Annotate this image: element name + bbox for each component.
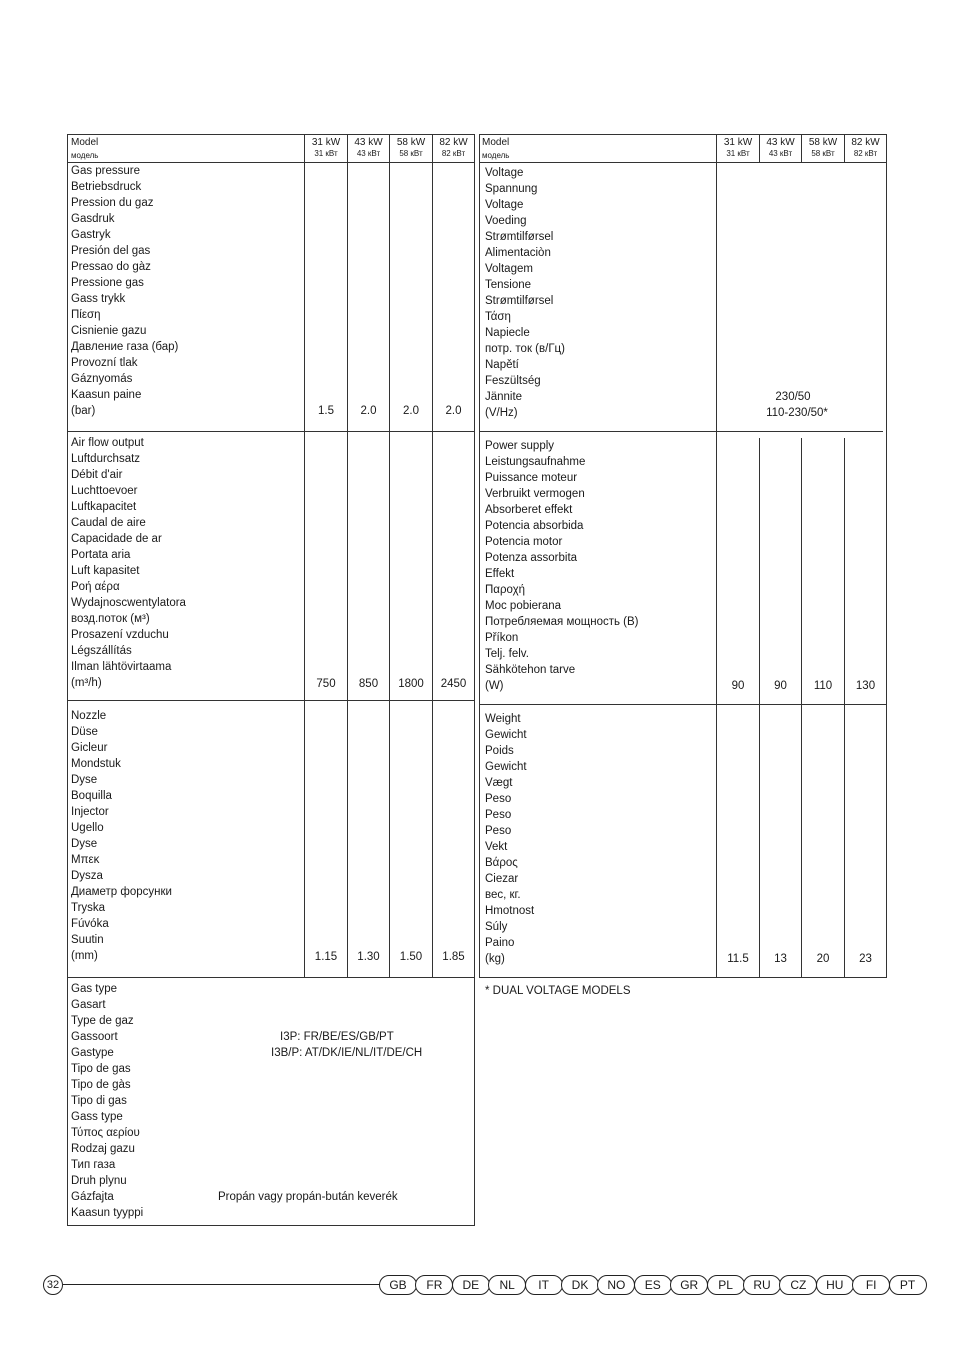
language-tab-gr[interactable]: GR	[670, 1275, 708, 1295]
label: Tipo de gas	[71, 1063, 131, 1075]
label: Gicleur	[71, 742, 108, 754]
label: Peso	[485, 809, 512, 821]
label: Диаметр форсунки	[71, 886, 172, 898]
label: Napětí	[485, 359, 519, 371]
voltage-value-dual: 110-230/50*	[766, 407, 828, 419]
label: Potenza assorbita	[485, 552, 578, 564]
label: Gas pressure	[71, 165, 141, 177]
gas-type-i3p: I3P: FR/BE/ES/GB/PT	[280, 1031, 394, 1043]
right-col-header-43kw: 43 kW 43 кВт	[766, 137, 795, 158]
label: Luft kapasitet	[71, 565, 140, 577]
label: Düse	[71, 726, 98, 738]
language-tab-hu[interactable]: HU	[816, 1275, 854, 1295]
right-col-header-58kw: 58 kW 58 кВт	[808, 137, 838, 158]
right-col-header-31kw: 31 kW 31 кВт	[723, 137, 753, 158]
label: Jännite	[485, 391, 523, 403]
label: Dyse	[71, 838, 98, 850]
right-col-divider	[716, 134, 717, 978]
gas-type-hu: Propán vagy propán-bután keverék	[218, 1191, 398, 1203]
label: Dysza	[71, 870, 103, 882]
left-col-divider	[389, 134, 390, 977]
label: возд.поток (м³)	[71, 613, 150, 625]
label: Feszültség	[485, 375, 541, 387]
right-section-divider	[479, 431, 883, 432]
label: Presión del gas	[71, 245, 151, 257]
label: Potencia absorbida	[485, 520, 584, 532]
label: Gas type	[71, 983, 118, 995]
label: Vægt	[485, 777, 513, 789]
label: Capacidade de ar	[71, 533, 162, 545]
label: Rodzaj gazu	[71, 1143, 135, 1155]
gas-type-i3bp: I3B/P: AT/DK/IE/NL/IT/DE/CH	[271, 1047, 423, 1059]
label: Τύπος αερίου	[71, 1127, 140, 1139]
left-col-header-43kw: 43 kW 43 кВт	[354, 137, 383, 158]
voltage-value-230: 230/50	[775, 391, 811, 403]
left-col-header-58kw: 58 kW 58 кВт	[396, 137, 426, 158]
left-col-divider	[304, 134, 305, 977]
label: Pressione gas	[71, 277, 144, 289]
language-tab-fr[interactable]: FR	[415, 1275, 453, 1295]
label: Voeding	[485, 215, 527, 227]
label: Verbruikt vermogen	[485, 488, 585, 500]
label: Moc pobierana	[485, 600, 562, 612]
label: Тип газа	[71, 1159, 116, 1171]
label: Tipo di gas	[71, 1095, 127, 1107]
power-58kw: 110	[813, 680, 833, 692]
left-section-divider	[67, 431, 475, 432]
language-tab-ru[interactable]: RU	[743, 1275, 781, 1295]
label: Caudal de aire	[71, 517, 146, 529]
label: Luftdurchsatz	[71, 453, 141, 465]
label: Betriebsdruck	[71, 181, 142, 193]
left-section-divider	[67, 977, 475, 978]
label: (kg)	[485, 953, 505, 965]
air-flow-31kw: 750	[316, 678, 336, 690]
left-section-divider	[67, 700, 475, 701]
label: Prosazení vzduchu	[71, 629, 169, 641]
label: Voltage	[485, 167, 524, 179]
label: Ροή αέρα	[71, 581, 120, 593]
label: Provozní tlak	[71, 357, 138, 369]
left-col-divider	[432, 134, 433, 977]
label: вес, кг.	[485, 889, 521, 901]
gas-pressure-82kw: 2.0	[445, 405, 462, 417]
label: Puissance moteur	[485, 472, 578, 484]
model-header: Model	[71, 137, 99, 148]
label: Hmotnost	[485, 905, 535, 917]
power-31kw: 90	[731, 680, 745, 692]
label: Gassoort	[71, 1031, 118, 1043]
label: Spannung	[485, 183, 538, 195]
label: Τάση	[485, 311, 511, 323]
label: Gasart	[71, 999, 106, 1011]
label: Потребляемая мощность (В)	[485, 616, 639, 628]
air-flow-58kw: 1800	[398, 678, 424, 690]
right-col-header-82kw: 82 kW 82 кВт	[851, 137, 880, 158]
label: Kaasun paine	[71, 389, 142, 401]
right-section-divider	[479, 704, 887, 705]
label: (m³/h)	[71, 677, 102, 689]
label: Leistungsaufnahme	[485, 456, 586, 468]
label: Strømtilførsel	[485, 295, 554, 307]
label: Tipo de gàs	[71, 1079, 131, 1091]
label: (bar)	[71, 405, 96, 417]
label: Paino	[485, 937, 515, 949]
label: Légszállítás	[71, 645, 132, 657]
model-header: Model	[482, 137, 510, 148]
language-tab-nl[interactable]: NL	[488, 1275, 526, 1295]
gas-pressure-58kw: 2.0	[403, 405, 419, 417]
label: Voltagem	[485, 263, 533, 275]
label: Gass type	[71, 1111, 123, 1123]
label: Power supply	[485, 440, 555, 452]
power-82kw: 130	[855, 680, 876, 692]
weight-43kw: 13	[774, 953, 787, 965]
voltage-labels	[485, 165, 565, 421]
language-tab-pl[interactable]: PL	[707, 1275, 745, 1295]
label: Давление газа (бар)	[71, 341, 179, 353]
label: Effekt	[485, 568, 515, 580]
language-tab-pt[interactable]: PT	[889, 1275, 927, 1295]
label: Gasdruk	[71, 213, 115, 225]
right-col-divider	[759, 438, 760, 978]
label: Poids	[485, 745, 514, 757]
label: (W)	[485, 680, 504, 692]
label: Portata aria	[71, 549, 131, 561]
label: Ugello	[71, 822, 104, 834]
left-col-divider	[347, 134, 348, 977]
label: Gastryk	[71, 229, 111, 241]
label: Βάρος	[485, 857, 518, 869]
page-number: 32	[43, 1275, 63, 1295]
label: Type de gaz	[71, 1015, 134, 1027]
nozzle-labels	[71, 708, 172, 964]
nozzle-31kw: 1.15	[314, 951, 338, 963]
power-labels	[485, 438, 639, 694]
language-tab-de[interactable]: DE	[452, 1275, 490, 1295]
label: Injector	[71, 806, 109, 818]
dual-voltage-note: * DUAL VOLTAGE MODELS	[485, 985, 631, 997]
nozzle-82kw: 1.85	[442, 951, 465, 963]
label: Gewicht	[485, 729, 527, 741]
label: Gass trykk	[71, 293, 126, 305]
language-tab-fi[interactable]: FI	[852, 1275, 890, 1295]
label: Peso	[485, 793, 512, 805]
label: Telj. felv.	[485, 648, 529, 660]
nozzle-43kw: 1.30	[357, 951, 380, 963]
label: Boquilla	[71, 790, 112, 802]
nozzle-58kw: 1.50	[399, 951, 423, 963]
gas-type-labels	[71, 981, 143, 1221]
label: Fúvóka	[71, 918, 109, 930]
label: Wydajnoscwentylatora	[71, 597, 186, 609]
label: Dyse	[71, 774, 98, 786]
label: Druh plynu	[71, 1175, 127, 1187]
label: Παροχή	[485, 584, 526, 596]
language-tab-dk[interactable]: DK	[561, 1275, 599, 1295]
label: Gewicht	[485, 761, 527, 773]
label: Peso	[485, 825, 512, 837]
gas-pressure-labels	[71, 163, 178, 419]
left-col-header-31kw: 31 kW 31 кВт	[311, 137, 341, 158]
label: Pressao do gàz	[71, 261, 151, 273]
language-tab-it[interactable]: IT	[525, 1275, 563, 1295]
model-header-ru: модель	[482, 151, 510, 160]
label: Tensione	[485, 279, 532, 291]
label: Air flow output	[71, 437, 144, 449]
label: потр. ток (в/Гц)	[485, 343, 565, 355]
language-tab-no[interactable]: NO	[597, 1275, 635, 1295]
label: Gáznyomás	[71, 373, 133, 385]
language-tab-es[interactable]: ES	[634, 1275, 672, 1295]
label: Gázfajta	[71, 1191, 114, 1203]
air-flow-43kw: 850	[358, 678, 379, 690]
label: Kaasun tyyppi	[71, 1207, 144, 1219]
left-col-header-82kw: 82 kW 82 кВт	[439, 137, 468, 158]
language-tab-gb[interactable]: GB	[379, 1275, 417, 1295]
weight-82kw: 23	[859, 953, 872, 965]
label: Tryska	[71, 902, 106, 914]
label: Ciezar	[485, 873, 519, 885]
weight-58kw: 20	[816, 953, 830, 965]
label: Débit d'air	[71, 469, 123, 481]
label: Voltage	[485, 199, 524, 211]
air-flow-labels	[71, 435, 186, 691]
power-43kw: 90	[774, 680, 787, 692]
label: Potencia motor	[485, 536, 563, 548]
label: Nozzle	[71, 710, 107, 722]
label: Příkon	[485, 632, 519, 644]
weight-labels	[485, 711, 534, 967]
gas-pressure-31kw: 1.5	[318, 405, 334, 417]
label: Weight	[485, 713, 521, 725]
label: Absorberet effekt	[485, 504, 573, 516]
label: Luftkapacitet	[71, 501, 137, 513]
label: Gastype	[71, 1047, 114, 1059]
label: Cisnienie gazu	[71, 325, 147, 337]
label: Alimentaciòn	[485, 247, 551, 259]
label: Μπεκ	[71, 854, 100, 866]
label: Ilman lähtövirtaama	[71, 661, 172, 673]
right-col-divider	[801, 438, 802, 978]
label: Luchttoevoer	[71, 485, 138, 497]
label: Suutin	[71, 934, 104, 946]
air-flow-82kw: 2450	[440, 678, 467, 690]
label: Súly	[485, 921, 508, 933]
model-header-ru: модель	[71, 151, 99, 160]
right-header-divider	[479, 162, 887, 163]
label: (V/Hz)	[485, 407, 518, 419]
label: Mondstuk	[71, 758, 121, 770]
footer-rule	[63, 1284, 381, 1285]
weight-31kw: 11.5	[727, 953, 749, 965]
label: Strømtilførsel	[485, 231, 554, 243]
right-col-divider	[844, 438, 845, 978]
label: Pression du gaz	[71, 197, 154, 209]
label: Vekt	[485, 841, 508, 853]
label: (mm)	[71, 950, 98, 962]
label: Napiecle	[485, 327, 530, 339]
label: Πίεση	[71, 309, 101, 321]
gas-pressure-43kw: 2.0	[360, 405, 377, 417]
language-tab-cz[interactable]: CZ	[779, 1275, 817, 1295]
label: Sähkötehon tarve	[485, 664, 576, 676]
